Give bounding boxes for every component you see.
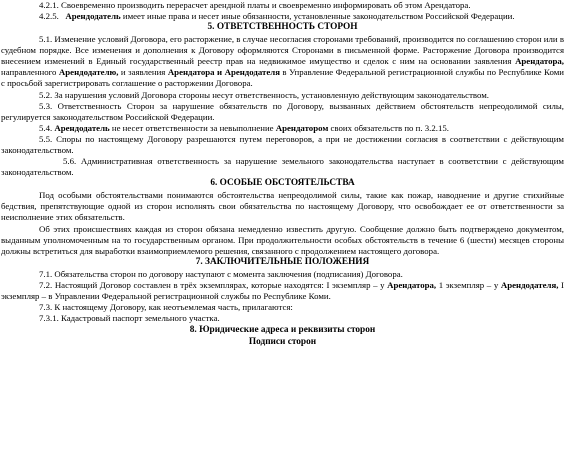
signatures-heading: Подписи сторон — [248, 337, 317, 348]
party-lessor: Арендодателю, — [58, 67, 119, 78]
clause-7-3-1: 7.3.1. Кадастровый паспорт земельного участка. — [39, 313, 220, 324]
party-lessor: Арендодатель — [54, 122, 110, 133]
clause-text: не несет ответственности за невыполнение — [109, 122, 276, 133]
clause-5-2: 5.2. За нарушения условий Договора стороны несут ответственность, установленную действующим законодательством. — [39, 89, 490, 100]
clause-text: и заявления — [118, 67, 168, 78]
section-7-heading: 7. ЗАКЛЮЧИТЕЛЬНЫЕ ПОЛОЖЕНИЯ — [195, 256, 370, 267]
clause-5-4 — [1, 123, 564, 134]
party-lessee: Арендатором — [275, 122, 329, 133]
clause-text: I экземпляр – в Управлении Федеральной регистрационной службы по Республике Коми. — [1, 279, 564, 301]
clause-text: 1 экземпляр – у — [436, 279, 501, 290]
party-lessee: Арендатора, — [515, 56, 564, 67]
clause-4-2-1: 4.2.1. Своевременно производить перерасчет арендной платы и своевременно информировать об этом Арендатора. — [39, 0, 471, 10]
clause-7-3: 7.3. К настоящему Договору, как неотъемлемая часть, прилагаются: — [39, 301, 293, 312]
section-5-heading: 5. ОТВЕТСТВЕННОСТЬ СТОРОН — [207, 22, 358, 33]
clause-7-2 — [1, 280, 564, 302]
clause-text: 5.1. Изменение условий Договора, его расторжение, в случае несогласия сторонами требований, производится по соглашению сторон или в судебном порядке. Все изменения и дополнения к Договору оформляются Сторонами в письменной форме. Расторжение Договора производится внесением изменений в Единый государственный реестр прав на недвижимое имущество и сделок с ним на основании заявления — [1, 34, 564, 67]
parties-both: Арендатора и Арендодателя — [167, 67, 280, 78]
party-lessee: Арендатора, — [387, 279, 437, 290]
clause-text: направленного — [1, 67, 59, 78]
party-lessor: Арендодателя, — [500, 279, 559, 290]
clause-text: своих обязательств по п. 3.2.15. — [328, 122, 449, 133]
clause-text: имеет иные права и несет иные обязанности, установленные законодательством Российской Федерации. — [120, 11, 515, 22]
clause-4-2-5 — [1, 11, 564, 22]
clause-text: в Управление Федеральной регистрационной службы по Республике Коми с просьбой зарегистрировать соглашение о расторжении Договора. — [1, 67, 564, 89]
clause-5-5: 5.5. Споры по настоящему Договору разрешаются путем переговоров, а при не достижении согласия в соответствии с действующим законодательством. — [1, 133, 564, 156]
clause-5-1 — [1, 34, 564, 89]
section-6-paragraph-2: Об этих происшествиях каждая из сторон обязана немедленно известить другую. Сообщение должно быть подтверждено документом, выданным уполномоченным на то государственным органом. При продолжительности особых обстоятельств в течение 6 (шести) месяцев стороны должны встретиться для выработки взаимоприемлемого решения, связанного с продолжением настоящего договора. — [1, 223, 564, 256]
clause-5-6: 5.6. Административная ответственность за нарушение земельного законодательства наступает в соответствии с действующим законодательством. — [1, 156, 564, 178]
section-8-heading: 8. Юридические адреса и реквизиты сторон — [189, 325, 376, 336]
clause-number: 5.4. — [39, 122, 55, 133]
clause-7-1: 7.1. Обязательства сторон по договору наступают с момента заключения (подписания) Договора. — [39, 268, 403, 279]
section-6-heading: 6. ОСОБЫЕ ОБСТОЯТЕЛЬСТВА — [210, 178, 355, 189]
clause-number: 4.2.5. — [39, 11, 59, 22]
party-lessor: Арендодатель — [65, 11, 121, 22]
section-6-paragraph-1: Под особыми обстоятельствами понимаются обстоятельства непреодолимой силы, такие как пожар, наводнение и другие стихийные бедствия, препятствующие одной из сторон исполнять свои обязательства по настоящему Договору, что освобождает ее от ответственности за неисполнение этих обязательств. — [1, 190, 564, 223]
clause-5-3: 5.3. Ответственность Сторон за нарушение обязательств по Договору, вызванных действием обстоятельств непреодолимой силы, регулируется законодательством Российской Федерации. — [1, 100, 564, 122]
clause-text: 7.2. Настоящий Договор составлен в трёх экземплярах, которые находятся: I экземпляр – у — [39, 279, 388, 290]
